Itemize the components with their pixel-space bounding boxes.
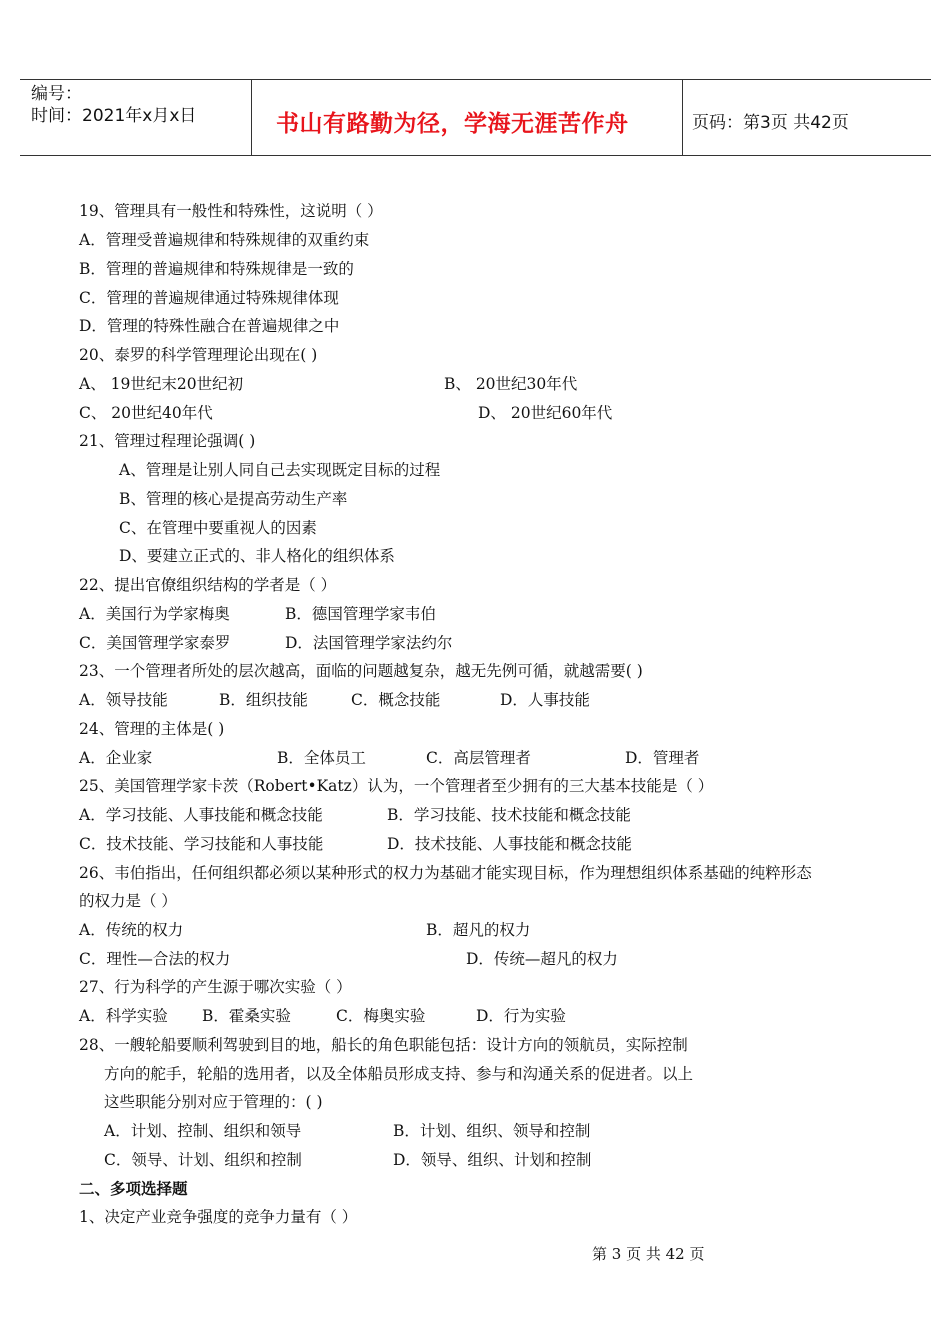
- question-21-option-c: C、在管理中要重视人的因素: [119, 519, 317, 537]
- question-21-option-b: B、管理的核心是提高劳动生产率: [119, 490, 348, 508]
- question-20-stem: 20、泰罗的科学管理理论出现在( ): [79, 346, 318, 364]
- question-23-option-b: B．组织技能: [219, 691, 308, 709]
- question-21-stem: 21、管理过程理论强调( ): [79, 432, 256, 450]
- question-28-stem: 28、一艘轮船要顺利驾驶到目的地，船长的角色职能包括：设计方向的领航员，实际控制: [79, 1036, 688, 1054]
- question-20-option-c: C、 20世纪40年代: [79, 404, 213, 422]
- question-28-stem-cont: 方向的舵手，轮船的选用者，以及全体船员形成支持、参与和沟通关系的促进者。以上: [104, 1065, 694, 1083]
- question-20-option-b: B、 20世纪30年代: [444, 375, 578, 393]
- question-23-option-d: D．人事技能: [500, 691, 590, 709]
- question-22-option-d: D．法国管理学家法约尔: [285, 634, 453, 652]
- question-21-option-d: D、要建立正式的、非人格化的组织体系: [119, 547, 395, 565]
- question-26-option-b: B．超凡的权力: [426, 921, 531, 939]
- question-27-stem: 27、行为科学的产生源于哪次实验（ ）: [79, 978, 352, 996]
- question-27-option-c: C．梅奥实验: [336, 1007, 426, 1025]
- header-motto: 书山有路勤为径，学海无涯苦作舟: [276, 111, 629, 137]
- time-label: 时间：2021年x月x日: [31, 106, 197, 126]
- question-19-option-b: B．管理的普遍规律和特殊规律是一致的: [79, 260, 354, 278]
- question-27-option-b: B．霍桑实验: [202, 1007, 291, 1025]
- question-28-stem-cont: 这些职能分别对应于管理的：( ): [104, 1093, 323, 1111]
- section-title: 二、多项选择题: [79, 1180, 188, 1198]
- question-26-option-c: C．理性—合法的权力: [79, 950, 231, 968]
- question-28-option-c: C．领导、计划、组织和控制: [104, 1151, 302, 1169]
- question-28-option-b: B．计划、组织、领导和控制: [393, 1122, 591, 1140]
- question-19-stem: 19、管理具有一般性和特殊性，这说明（ ）: [79, 202, 383, 220]
- question-22-stem: 22、提出官僚组织结构的学者是（ ）: [79, 576, 337, 594]
- question-22-option-a: A．美国行为学家梅奥: [79, 605, 230, 623]
- question-24-stem: 24、管理的主体是( ): [79, 720, 225, 738]
- question-27-option-d: D．行为实验: [476, 1007, 566, 1025]
- question-25-option-a: A．学习技能、人事技能和概念技能: [79, 806, 323, 824]
- question-25-option-c: C．技术技能、学习技能和人事技能: [79, 835, 324, 853]
- question-25-stem: 25、美国管理学家卡茨（Robert•Katz）认为，一个管理者至少拥有的三大基本技能是（ ）: [79, 777, 714, 795]
- question-23-stem: 23、一个管理者所处的层次越高，面临的问题越复杂，越无先例可循，就越需要( ): [79, 662, 643, 680]
- question-26-option-d: D．传统—超凡的权力: [466, 950, 618, 968]
- question-19-option-a: A．管理受普遍规律和特殊规律的双重约束: [79, 231, 370, 249]
- section2-question-1-stem: 1、决定产业竞争强度的竞争力量有（ ）: [79, 1208, 358, 1226]
- question-24-option-c: C．高层管理者: [426, 749, 531, 767]
- question-23-option-a: A．领导技能: [79, 691, 168, 709]
- question-26-stem: 26、韦伯指出，任何组织都必须以某种形式的权力为基础才能实现目标，作为理想组织体系基础的纯粹形态: [79, 864, 812, 882]
- question-20-option-d: D、 20世纪60年代: [478, 404, 613, 422]
- question-21-option-a: A、管理是让别人同自己去实现既定目标的过程: [119, 461, 441, 479]
- header-page-info: 页码：第3页 共42页: [692, 113, 849, 133]
- question-24-option-a: A．企业家: [79, 749, 153, 767]
- question-22-option-b: B．德国管理学家韦伯: [285, 605, 436, 623]
- question-23-option-c: C．概念技能: [351, 691, 441, 709]
- question-28-option-a: A．计划、控制、组织和领导: [104, 1122, 302, 1140]
- question-26-stem-cont: 的权力是（ ）: [79, 892, 177, 910]
- question-19-option-c: C．管理的普遍规律通过特殊规律体现: [79, 289, 339, 307]
- question-22-option-c: C．美国管理学家泰罗: [79, 634, 231, 652]
- question-26-option-a: A．传统的权力: [79, 921, 184, 939]
- question-24-option-d: D．管理者: [625, 749, 700, 767]
- question-24-option-b: B．全体员工: [277, 749, 366, 767]
- question-20-option-a: A、 19世纪末20世纪初: [79, 375, 244, 393]
- question-19-option-d: D．管理的特殊性融合在普遍规律之中: [79, 317, 340, 335]
- question-25-option-d: D．技术技能、人事技能和概念技能: [387, 835, 632, 853]
- question-28-option-d: D．领导、组织、计划和控制: [393, 1151, 592, 1169]
- page-footer: 第 3 页 共 42 页: [592, 1245, 705, 1263]
- question-27-option-a: A．科学实验: [79, 1007, 168, 1025]
- serial-label: 编号：: [31, 84, 82, 104]
- question-25-option-b: B．学习技能、技术技能和概念技能: [387, 806, 631, 824]
- header-divider: [251, 80, 252, 155]
- header-divider: [682, 80, 683, 155]
